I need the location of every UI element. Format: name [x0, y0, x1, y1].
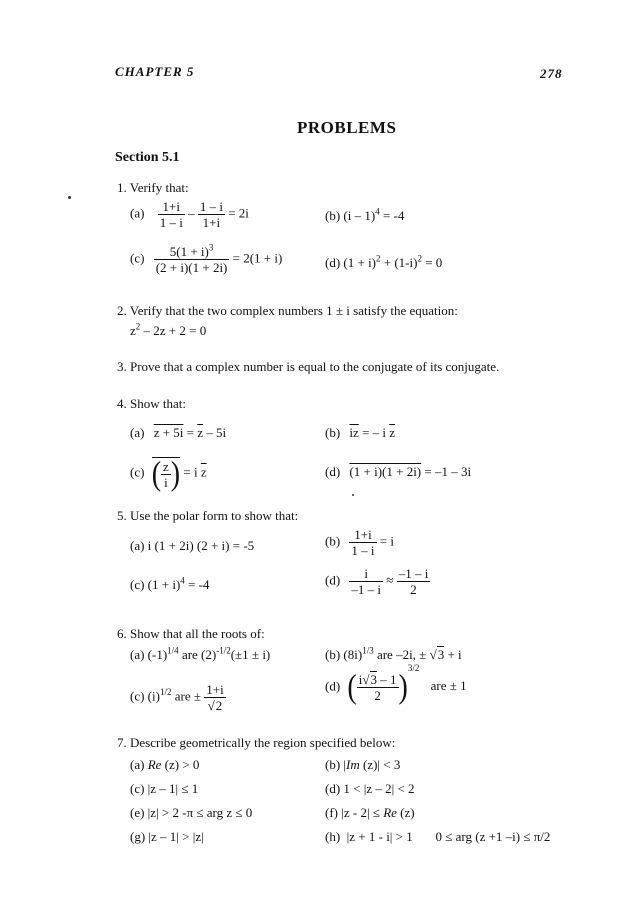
expression: + (1-i) [380, 255, 418, 270]
sqrt-sign: √ [207, 698, 215, 713]
expression: = i [183, 464, 201, 480]
expression: (z) > 0 [161, 757, 200, 772]
problem-number: 6. [117, 626, 127, 641]
radicand: 2 [215, 698, 223, 713]
exponent: 2 [135, 321, 141, 332]
problem-1 [117, 180, 189, 196]
exponent: 4 [375, 206, 380, 217]
problem-2 [117, 303, 458, 319]
fraction [161, 459, 171, 490]
sqrt-sign: √ [429, 647, 437, 662]
fraction [154, 244, 230, 275]
problem-7h: (h) |z + 1 - i| > 1 0 ≤ arg (z +1 –i) ≤ π/2 [325, 829, 551, 844]
expression: (b) | [325, 757, 347, 772]
problem-1c [130, 244, 282, 275]
expression: are ± [171, 688, 201, 704]
problem-7f [325, 805, 415, 821]
right-paren: ) [170, 455, 181, 493]
problem-1b [325, 208, 404, 224]
problem-number: 5. [117, 508, 127, 523]
problem-7 [117, 735, 395, 751]
expression: i [358, 672, 363, 687]
problem-7a [130, 757, 199, 773]
problem-6d [325, 663, 467, 706]
problem-4c [130, 455, 207, 493]
expression: (z)| < 3 [359, 757, 401, 772]
expression: (d) (1 + i) [325, 255, 377, 270]
expression: = – i [358, 425, 390, 440]
right-paren: ) [398, 668, 408, 706]
exponent: 2 [417, 253, 422, 264]
part-label: (d) [325, 678, 341, 694]
numerator [154, 244, 230, 259]
part-label: (d) [325, 572, 341, 588]
problem-5 [117, 508, 298, 524]
page-title: PROBLEMS [297, 118, 397, 137]
problem-5c [130, 577, 209, 593]
fraction [357, 672, 399, 703]
fraction [158, 199, 185, 230]
denominator: 2 [357, 687, 399, 703]
part-label: (b) [325, 533, 341, 549]
fraction [397, 566, 431, 597]
problem-3 [117, 359, 499, 375]
denominator: 1 – i [159, 215, 183, 230]
chapter-header: CHAPTER 5 [115, 64, 195, 79]
scan-dot-mark [68, 196, 71, 199]
expression: (b) (8i) [325, 647, 363, 662]
problem-4b [325, 425, 395, 441]
problem-number: 7. [117, 735, 127, 750]
function-name: Im [346, 757, 360, 772]
problem-text: Show that: [130, 396, 186, 411]
radicand: 3 [437, 647, 445, 662]
denominator: (2 + i)(1 + 2i) [155, 260, 228, 275]
problem-2-equation [130, 323, 206, 339]
numerator-text: 5(1 + i) [169, 244, 209, 259]
fraction [349, 527, 376, 558]
numerator: 1+i [206, 682, 224, 697]
minus-sign: – [188, 205, 195, 221]
problem-7b [325, 757, 400, 773]
problem-text: Show that all the roots of: [130, 626, 265, 641]
fraction [349, 566, 383, 597]
denominator: i [161, 474, 171, 490]
part-label: (c) [130, 250, 145, 266]
equals: = [183, 425, 198, 440]
scan-dot-mark [352, 494, 354, 496]
section-heading: Section 5.1 [115, 150, 180, 165]
problem-6a [130, 647, 270, 663]
expression: (c) (i) [130, 688, 160, 704]
exponent: 1/4 [167, 645, 179, 656]
problem-7g: (g) |z – 1| > |z| [130, 829, 204, 844]
problem-7c: (c) |z – 1| ≤ 1 [130, 781, 199, 796]
equation-rhs: = -4 [379, 208, 405, 223]
problem-4d [325, 464, 471, 480]
numerator: i [364, 566, 369, 581]
denominator: 1+i [198, 214, 225, 230]
problem-number: 4. [117, 396, 127, 411]
fraction [204, 682, 225, 713]
left-paren: ( [347, 668, 357, 706]
equation-rhs: = -4 [184, 577, 210, 592]
expression: are ± 1 [430, 678, 467, 694]
expression: (b) (i – 1) [325, 208, 376, 223]
problem-5b [325, 527, 394, 558]
part-label: (c) [130, 464, 145, 480]
part-label: (a) [130, 425, 145, 440]
problem-4a [130, 425, 226, 441]
conjugate-expression: z + 5i [153, 425, 184, 440]
expression: – 5i [203, 425, 227, 440]
conjugate-overline [151, 455, 181, 493]
expression: – 1 [377, 672, 397, 687]
conjugate-expression: (1 + i) [349, 464, 383, 479]
exponent: 3/2 [407, 663, 420, 673]
function-name: Re [147, 757, 162, 772]
problem-text: Describe geometrically the region specified below: [130, 735, 396, 750]
problem-6b [325, 647, 462, 663]
radicand: 3 [370, 672, 378, 687]
numerator: 1 – i [199, 199, 223, 214]
denominator: –1 – i [351, 582, 382, 597]
expression: (±1 ± i) [230, 647, 271, 662]
problem-5a: (a) i (1 + 2i) (2 + i) = -5 [130, 538, 255, 553]
problem-6 [117, 626, 265, 642]
problem-7d: (d) 1 < |z – 2| < 2 [325, 781, 415, 796]
part-label: (b) [325, 425, 341, 440]
expression: – 2z + 2 = 0 [140, 323, 207, 338]
problem-number: 3. [117, 359, 127, 374]
exponent: -1/2 [216, 645, 231, 656]
expression: (f) |z - 2| ≤ [325, 805, 384, 820]
exponent: 1/3 [362, 645, 374, 656]
expression: (z) [396, 805, 415, 820]
conjugate-expression: $\overline{iz}$ [349, 425, 359, 440]
exponent: 3 [208, 242, 214, 253]
sqrt-sign: √ [362, 672, 370, 687]
problem-7e: (e) |z| > 2 -π ≤ arg z ≤ 0 [130, 805, 253, 820]
problem-6c [130, 682, 226, 713]
equation-rhs: = 0 [421, 255, 443, 270]
numerator: 1+i [354, 527, 372, 542]
denominator [204, 697, 225, 713]
numerator: 1+i [162, 199, 180, 214]
problem-1a [130, 199, 249, 230]
numerator: –1 – i [398, 566, 429, 581]
expression: + i [444, 647, 462, 662]
problem-text: Verify that: [129, 180, 189, 195]
page-number: 278 [540, 66, 563, 81]
exponent: 4 [180, 575, 185, 586]
exponent: 1/2 [159, 687, 172, 698]
denominator: 1 – i [351, 543, 375, 558]
problem-4 [117, 396, 186, 412]
numerator [357, 672, 399, 687]
problem-text: Prove that a complex number is equal to the conjugate of its conjugate. [130, 359, 500, 374]
expression: (c) (1 + i) [130, 577, 181, 592]
problem-1d [325, 255, 442, 271]
equation-rhs: = 2(1 + i) [232, 250, 283, 266]
approx-sign: ≈ [386, 572, 394, 588]
expression: (a) [130, 757, 148, 772]
expression: are –2i, ± [373, 647, 430, 662]
conjugate-z: $\overline{z}$ [197, 425, 204, 440]
equation-rhs: = 2i [228, 205, 249, 221]
equation-rhs: = i [379, 533, 394, 549]
fraction [198, 199, 225, 230]
left-paren: ( [151, 455, 162, 493]
problem-text: Use the polar form to show that: [130, 508, 299, 523]
problem-number: 2. [117, 303, 127, 318]
expression: are (2) [178, 647, 217, 662]
expression: z [130, 323, 136, 338]
denominator: 2 [397, 581, 431, 597]
problem-text: Verify that the two complex numbers 1 ± i satisfy the equation: [129, 303, 458, 318]
part-label: (a) [130, 205, 145, 221]
numerator: z [163, 459, 169, 474]
conjugate-z: $\overline{z}$ [389, 425, 396, 440]
conjugate-expression: (1 + 2i) [382, 464, 422, 479]
problem-number: 1. [117, 180, 127, 195]
exponent: 2 [376, 253, 381, 264]
problem-5d [325, 566, 430, 597]
part-label: (d) [325, 464, 341, 479]
conjugate-z: $\overline{z}$ [200, 464, 207, 480]
function-name: Re [383, 805, 397, 820]
expression: (a) (-1) [130, 647, 168, 662]
expression: = –1 – 3i [421, 464, 472, 479]
